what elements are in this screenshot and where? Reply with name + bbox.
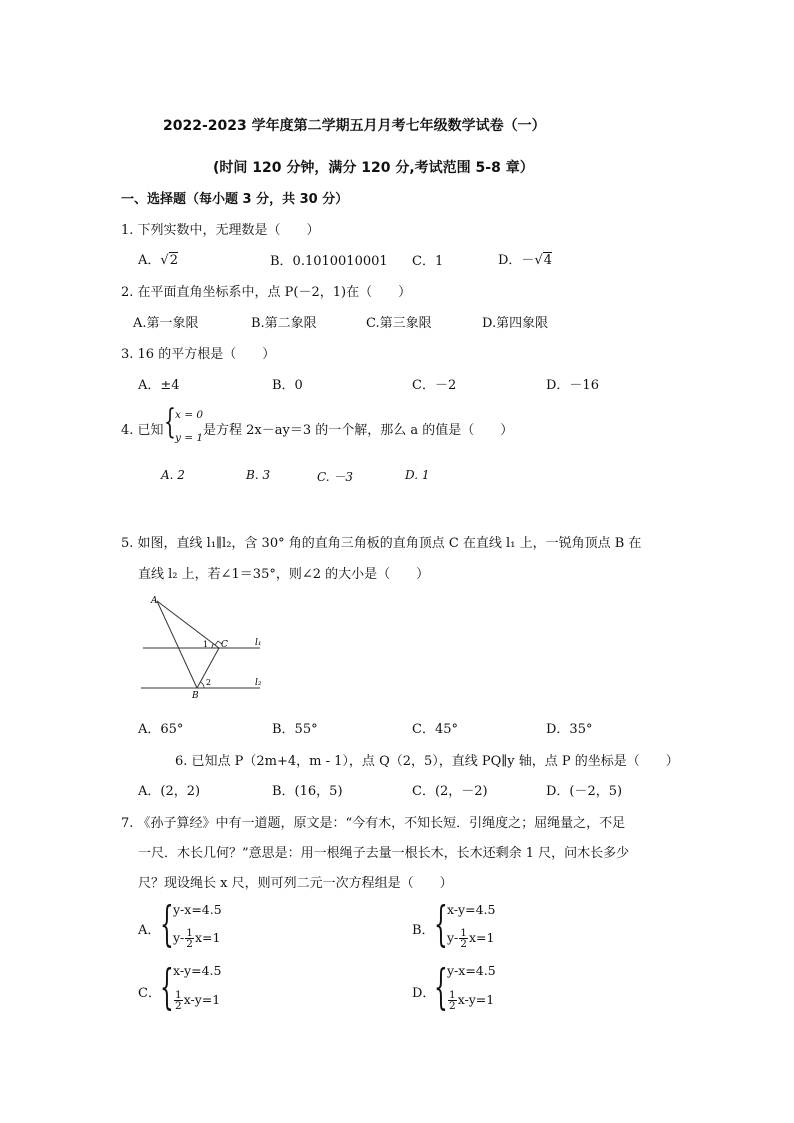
q3-option-a: A．±4 bbox=[138, 378, 180, 393]
label-c: C bbox=[221, 640, 228, 650]
q1-option-a-label: A． bbox=[138, 253, 161, 268]
question-4-prefix: 4. 已知 bbox=[121, 423, 164, 438]
q4-system-line-1: x = 0 bbox=[175, 409, 204, 421]
q5-figure bbox=[138, 595, 278, 700]
label-l2: l₂ bbox=[255, 678, 262, 688]
label-b: B bbox=[192, 691, 199, 700]
label-l1: l₁ bbox=[255, 638, 262, 648]
q1-option-d-label: D．－ bbox=[498, 253, 535, 268]
q7-option-b-eq-2-post: x=1 bbox=[468, 930, 495, 945]
q7-option-d-brace: { bbox=[434, 959, 448, 1015]
angle-2-arc bbox=[201, 682, 205, 688]
question-6-stem: 6. 已知点 P（2m+4，m - 1），点 Q（2，5），直线 PQ∥y 轴，点 P 的坐标是（ ） bbox=[175, 754, 679, 769]
q6-option-c: C．(2，－2) bbox=[412, 784, 488, 799]
question-7-line-2: 一尺．木长几何？”意思是：用一根绳子去量一根长木，长木还剩余 1 尺，问木长多少 bbox=[138, 846, 630, 861]
exam-title: 2022-2023 学年度第二学期五月月考七年级数学试卷（一） bbox=[163, 118, 546, 134]
q7-option-b-eq-1: x-y=4.5 bbox=[447, 902, 496, 917]
q7-option-a-eq-1: y-x=4.5 bbox=[173, 902, 222, 917]
section-heading: 一、选择题（每小题 3 分，共 30 分） bbox=[121, 192, 349, 207]
q4-option-a: A. 2 bbox=[161, 468, 185, 482]
q3-option-d: D．－16 bbox=[546, 378, 599, 393]
fraction-one-half bbox=[174, 990, 183, 1011]
q7-option-c-eq-2-post: x-y=1 bbox=[183, 992, 221, 1007]
fraction-denominator: 2 bbox=[186, 938, 193, 950]
q7-option-a-label: A． bbox=[138, 923, 161, 938]
q5-option-d: D．35° bbox=[546, 722, 593, 737]
label-angle-2: 2 bbox=[206, 678, 212, 687]
q2-option-b: B.第二象限 bbox=[251, 316, 317, 331]
q4-option-c: C. －3 bbox=[317, 470, 354, 484]
question-7-line-1: 7. 《孙子算经》中有一道题，原文是：“今有木，不知长短．引绳度之；屈绳量之，不足 bbox=[121, 816, 626, 831]
fraction-one-half bbox=[185, 928, 194, 949]
q7-option-a-eq-2-post: x=1 bbox=[194, 930, 221, 945]
fraction-denominator: 2 bbox=[449, 1000, 456, 1012]
q2-option-a: A.第一象限 bbox=[133, 316, 199, 331]
question-7-line-3: 尺？现设绳长 x 尺，则可列二元一次方程组是（ ） bbox=[138, 876, 453, 891]
q2-option-c: C.第三象限 bbox=[366, 316, 432, 331]
q7-option-c-brace: { bbox=[160, 959, 174, 1015]
q7-option-b-label: B． bbox=[412, 923, 435, 938]
question-5-line-2: 直线 l₂ 上，若∠1＝35°，则∠2 的大小是（ ） bbox=[138, 567, 430, 582]
triangle-side-ac bbox=[157, 601, 219, 648]
label-a: A bbox=[151, 596, 158, 606]
q1-option-b: B．0.1010010001 bbox=[270, 254, 388, 269]
sqrt-symbol: √2 bbox=[160, 253, 178, 268]
fraction-one-half bbox=[448, 990, 457, 1011]
q6-option-a: A．(2，2) bbox=[138, 784, 201, 799]
q1-option-a bbox=[138, 249, 178, 268]
angle-1-arc bbox=[212, 644, 214, 649]
q4-option-d: D. 1 bbox=[405, 468, 430, 482]
q7-option-a-eq-2-pre: y- bbox=[173, 930, 185, 945]
q5-option-b: B．55° bbox=[272, 722, 318, 737]
q7-option-c-eq-2 bbox=[173, 990, 220, 1011]
q2-option-d: D.第四象限 bbox=[482, 316, 549, 331]
q4-option-b: B. 3 bbox=[246, 468, 271, 482]
q1-option-c: C．1 bbox=[412, 254, 444, 269]
question-2-stem: 2. 在平面直角坐标系中，点 P(－2，1)在（ ） bbox=[121, 285, 412, 300]
fraction-denominator: 2 bbox=[175, 1000, 182, 1012]
label-angle-1: 1 bbox=[203, 640, 209, 649]
q7-option-d-eq-1: y-x=4.5 bbox=[447, 963, 496, 978]
q4-system-brace: { bbox=[164, 402, 176, 442]
q6-option-b: B．(16，5) bbox=[272, 784, 343, 799]
question-3-stem: 3. 16 的平方根是（ ） bbox=[121, 347, 276, 362]
q1-option-d bbox=[498, 249, 552, 268]
question-1-stem: 1. 下列实数中，无理数是（ ） bbox=[121, 223, 320, 238]
question-5-line-1: 5. 如图，直线 l₁∥l₂，含 30° 角的直角三角板的直角顶点 C 在直线 l₁ 上，一锐角顶点 B 在 bbox=[121, 536, 642, 551]
fraction-numerator: 1 bbox=[186, 927, 193, 939]
fraction-numerator: 1 bbox=[175, 989, 182, 1001]
q1-option-a-radicand: 2 bbox=[169, 253, 178, 268]
q7-option-a-eq-2 bbox=[173, 928, 220, 949]
fraction-numerator: 1 bbox=[449, 989, 456, 1001]
triangle-side-ab bbox=[157, 601, 197, 688]
q7-option-d-label: D． bbox=[412, 986, 436, 1001]
q3-option-c: C．－2 bbox=[412, 378, 457, 393]
q7-option-d-eq-2-post: x-y=1 bbox=[457, 992, 495, 1007]
fraction-denominator: 2 bbox=[460, 938, 467, 950]
q7-option-a-brace: { bbox=[160, 896, 174, 952]
q7-option-b-eq-2-pre: y- bbox=[447, 930, 459, 945]
sqrt-symbol: √4 bbox=[534, 253, 553, 268]
fraction-numerator: 1 bbox=[460, 927, 467, 939]
q6-option-d: D．(－2，5) bbox=[546, 784, 623, 799]
q7-option-b-brace: { bbox=[434, 896, 448, 952]
exam-subtitle: (时间 120 分钟，满分 120 分,考试范围 5-8 章） bbox=[213, 160, 534, 176]
q7-option-b-eq-2 bbox=[447, 928, 494, 949]
question-4-suffix: 是方程 2x－ay＝3 的一个解，那么 a 的值是（ ） bbox=[203, 423, 514, 438]
q5-option-a: A．65° bbox=[138, 722, 184, 737]
q7-option-c-label: C． bbox=[138, 986, 161, 1001]
q3-option-b: B．0 bbox=[272, 378, 303, 393]
fraction-one-half bbox=[459, 928, 468, 949]
q1-option-d-radicand: 4 bbox=[543, 253, 553, 268]
q7-option-c-eq-1: x-y=4.5 bbox=[173, 963, 222, 978]
q5-option-c: C．45° bbox=[412, 722, 458, 737]
q4-system-line-2: y = 1 bbox=[175, 432, 204, 444]
q7-option-d-eq-2 bbox=[447, 990, 494, 1011]
